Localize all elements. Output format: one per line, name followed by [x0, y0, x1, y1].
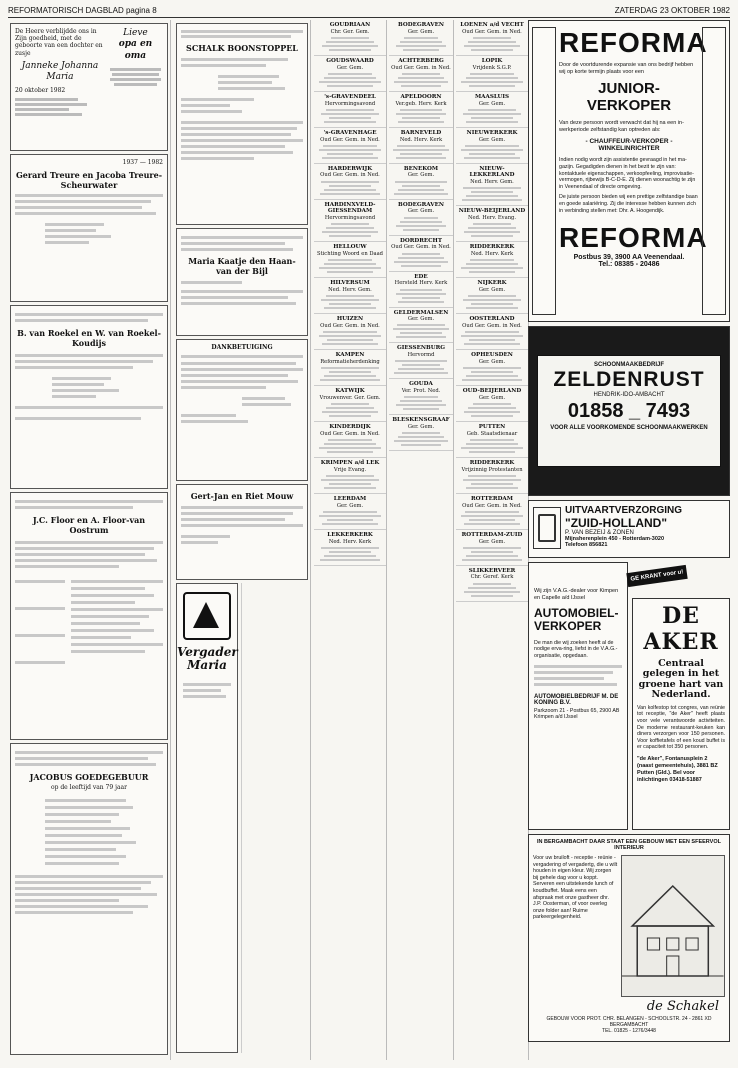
reforma-requirements: Indien nodig wordt zijn assistentie gevraagd in het ma-gazijn. Gegadigden dienen in het bezit te zijn van: kontaktuele eigenschappen, verkoopfeeling, improvisatie-vermogen, rijbewijs B-C-D-E. Zij dienen woonachtig te zijn in Veenendaal of directe omgeving. — [559, 157, 696, 190]
obituary-name: JACOBUS GOEDEGEBUUR — [29, 772, 149, 782]
church-listing — [456, 128, 528, 164]
zeldenrust-foot: VOOR ALLE VOORKOMENDE SCHOONMAAKWERKEN — [550, 425, 708, 431]
church-listing — [456, 350, 528, 386]
den-haan-name: Maria Kaatje den Haan-van der Bijl — [188, 256, 296, 276]
church-place: ACHTERBERG — [398, 57, 444, 64]
church-listing — [389, 343, 453, 379]
church-place: APELDOORN — [400, 93, 442, 100]
aker-text: Van kolfestop tot congres, van reünie tot receptie, "de Aker" heeft plaats voor vele verantwoorde activiteiten. De moderne restaurant-keuken kan diners verzorgen voor 150 personen. Voor koffietafels of een koud buffet is er capaciteit tot 350 personen. — [637, 704, 725, 751]
church-place: BENEKOM — [403, 165, 439, 172]
church-listing — [389, 164, 453, 200]
birth-notice — [10, 23, 168, 151]
ad-reforma — [528, 20, 730, 322]
church-listing — [389, 128, 453, 164]
church-listing — [456, 56, 528, 92]
col4-churches — [241, 583, 308, 1053]
zuid-holland-address: Mijnsherenplein 450 - Rotterdam-3020 — [565, 536, 665, 542]
church-place: KAMPEN — [335, 352, 365, 359]
schakel-headline: IN BERGAMBACHT DAAR STAAT EEN GEBOUW MET EEN SFEERVOL INTERIEUR — [537, 839, 721, 851]
church-place: HILVERSUM — [330, 280, 370, 287]
church-congregation: Stichting Woord en Daad — [317, 251, 383, 258]
church-congregation: Ger. Gem. — [336, 64, 364, 71]
church-listing — [314, 56, 386, 92]
birth-notice-intro: De Heere verblijdde ons in Zijn goedheid, met de geboorte van een dochter en zusje — [15, 28, 103, 57]
aker-logo: DE AKER — [643, 603, 719, 655]
schakel-building-illustration — [621, 855, 725, 997]
aker-slogan: Centraal gelegen in het groene hart van Nederland. — [638, 658, 724, 701]
schakel-logo: de Schakel — [646, 999, 719, 1014]
church-listing — [389, 379, 453, 415]
column-church-services-2 — [389, 20, 454, 1060]
church-place: ROTTERDAM-ZUID — [461, 531, 523, 538]
church-congregation: Ned. Herv. Gem. — [328, 286, 372, 293]
church-listing — [456, 422, 528, 458]
auto-text: De man die wij zoeken heeft al de nodige erva-ring, liefst in de V.A.G.-organisatie, opgedaan. — [534, 639, 618, 659]
header-left: REFORMATORISCH DAGBLAD pagina 8 — [8, 6, 157, 15]
church-congregation: Oud Ger. Gem. in Ned. — [462, 28, 522, 35]
church-congregation: Vrouwenver. Ger. Gem. — [319, 394, 381, 401]
column-church-services-1 — [314, 20, 387, 1060]
church-congregation: Oud Ger. Gem. in Ned. — [462, 322, 522, 329]
church-place: RIDDERKERK — [469, 459, 515, 466]
church-place: BLESKENSGRAAF — [392, 417, 450, 424]
schakel-footer: GEBOUW VOOR PROT. CHR. BELANGEN - SCHOOLSTR. 24 - 2861 XD BERGAMBACHT — [546, 1016, 712, 1028]
column-church-services-3 — [456, 20, 529, 1060]
vergader-row — [176, 583, 308, 1053]
notice-mouw — [176, 484, 308, 580]
church-place: GOUDA — [409, 381, 433, 388]
column-family-notices — [8, 20, 171, 1060]
church-place: HARDINXVELD-GIESSENDAM — [324, 201, 376, 215]
reforma-address: Postbus 39, 3900 AA Veenendaal. — [573, 254, 685, 262]
church-congregation: Ger. Gem. — [407, 28, 435, 35]
church-congregation: Ger. Gem. — [407, 424, 435, 431]
auto-company: AUTOMOBIELBEDRIJF M. DE KONING B.V. — [534, 694, 619, 707]
zuid-holland-title: UITVAARTVERZORGING — [565, 505, 683, 516]
obituary-boonstoppel — [176, 23, 308, 225]
church-congregation: Ger. Gem. — [336, 502, 364, 509]
church-listing — [456, 242, 528, 278]
church-place: LEKKERKERK — [327, 531, 373, 538]
church-place: NIEUW-BEIJERLAND — [458, 208, 526, 215]
church-congregation: Hersteld Herv. Kerk — [394, 280, 448, 287]
zeldenrust-sub: HENDRIK-IDO-AMBACHT — [593, 392, 665, 398]
church-listing — [389, 20, 453, 56]
reforma-phone: Tel.: 08385 - 20486 — [598, 261, 660, 269]
church-listing — [389, 56, 453, 92]
header-right: ZATERDAG 23 OKTOBER 1982 — [614, 6, 730, 15]
church-place: HUIZEN — [336, 316, 364, 323]
church-place: ROTTERDAM — [471, 495, 513, 502]
church-congregation: Ned. Herv. Kerk — [399, 136, 443, 143]
mouw-name: Gert-Jan en Riet Mouw — [190, 491, 294, 501]
church-place: HARDERWIJK — [327, 165, 373, 172]
church-place: GOUDRIAAN — [329, 22, 371, 28]
church-place: NIEUWERKERK — [466, 129, 518, 136]
anniversary-notice-floor — [10, 492, 168, 740]
zeldenrust-title: ZELDENRUST — [553, 368, 705, 391]
reforma-logo: REFORMA — [559, 27, 708, 58]
church-place: 's-GRAVENDEEL — [324, 93, 376, 100]
church-listing — [389, 236, 453, 272]
church-congregation: Ger. Gem. — [407, 172, 435, 179]
church-place: KINDERDIJK — [329, 424, 371, 431]
church-congregation: Ger. Gem. — [478, 394, 506, 401]
ad-zuid-holland — [528, 500, 730, 558]
church-place: BODEGRAVEN — [398, 22, 444, 28]
church-listing — [314, 422, 386, 458]
church-place: HELLOUW — [333, 244, 367, 251]
ad-zeldenrust — [528, 326, 730, 496]
church-listing — [456, 314, 528, 350]
zuid-holland-emblem — [533, 507, 561, 549]
church-congregation: Ned. Herv. Kerk — [470, 251, 514, 258]
notice-van-roekel-names: B. van Roekel en W. van Roekel-Koudijs — [17, 328, 161, 348]
vergader-icon — [183, 592, 231, 640]
church-congregation: Ned. Herv. Evang. — [467, 215, 517, 222]
ad-de-aker — [632, 598, 730, 830]
church-congregation: Oud Ger. Gem. in Ned. — [391, 64, 451, 71]
church-place: OOSTERLAND — [469, 316, 515, 323]
church-congregation: Vrije Evang. — [333, 466, 367, 473]
birth-notice-parents — [15, 98, 105, 116]
reforma-contact: De juiste persoon bieden wij een prettige zelfstandige baan en goede salariëring. Zij die interesse hebben kunnen zich in verbinding stellen met: Dhr. A. Hoogendijk. — [559, 194, 698, 214]
church-listing — [314, 314, 386, 350]
reforma-role: - CHAUFFEUR-VERKOPER - WINKELINRICHTER — [585, 138, 673, 153]
notice-treure-names: Gerard Treure en Jacoba Treure-Scheurwater — [15, 170, 163, 191]
opa-oma-text: opa en oma — [118, 39, 153, 61]
notice-floor-names: J.C. Floor en A. Floor-van Oostrum — [32, 515, 146, 535]
church-congregation: Ger. Gem. — [478, 358, 506, 365]
church-listing — [389, 272, 453, 308]
church-place: OUD-BEIJERLAND — [462, 388, 522, 395]
church-listing — [389, 415, 453, 451]
church-listing — [456, 278, 528, 314]
church-listing — [456, 566, 528, 602]
schakel-list: Voor uw bruiloft - receptie - reünie - vergadering of vergadertg, die u wilt houden in eigen kleur. Wij zorgen bij gehele dag voor u koppt. Serveren een uitstekende lunch of koudbuffet. Maak eens een afspraak met onze gastheer dhr. J.P. Oosterman, of voor overleg onze folder aan! Ruime parkeergelegenheid. — [533, 855, 618, 921]
church-congregation: Oud Ger. Gem. in Ned. — [320, 322, 380, 329]
lieve-text: Lieve — [123, 28, 148, 38]
church-congregation: Ned. Herv. Gem. — [470, 179, 514, 186]
auto-address: Parkzoom 21 - Postbus 65, 2900 AB Krimpen a/d IJssel — [534, 708, 620, 721]
obituary-age: op de leeftijd van 79 jaar — [50, 784, 127, 791]
krant-badge: GE KRANT voor u! — [626, 565, 687, 587]
church-place: EDE — [414, 273, 428, 280]
church-listing — [456, 20, 528, 56]
church-congregation: Ger. Gem. — [407, 208, 435, 215]
church-place: NIJKERK — [477, 280, 507, 287]
church-place: NIEUW-LEKKERLAND — [469, 165, 515, 179]
church-listing — [456, 206, 528, 242]
church-listing — [456, 458, 528, 494]
church-listing — [314, 494, 386, 530]
church-listing — [314, 458, 386, 494]
reforma-job-title: JUNIOR-VERKOPER — [586, 80, 672, 114]
church-congregation: Oud Ger. Gem. in Ned. — [320, 172, 380, 179]
anniversary-notice-van-roekel — [10, 305, 168, 489]
church-listing — [314, 530, 386, 566]
church-listing — [314, 92, 386, 128]
church-congregation: Hervormingsavond — [324, 215, 376, 222]
thanks-notice — [176, 339, 308, 481]
reforma-intro: Door de voortdurende expansie van ons bedrijf hebben wij op korte termijn plaats voor een — [559, 62, 694, 75]
church-listing — [389, 92, 453, 128]
church-congregation: Hervormingsavond — [324, 100, 376, 107]
church-place: RIDDERKERK — [469, 244, 515, 251]
church-listing — [314, 20, 386, 56]
vergader-title: Vergader Maria — [177, 645, 238, 672]
church-congregation: Oud Ger. Gem. in Ned. — [462, 502, 522, 509]
church-place: GIESSENBURG — [396, 345, 446, 352]
church-congregation: Ger. Gem. — [478, 100, 506, 107]
church-congregation: Ger. Gem. — [478, 136, 506, 143]
ad-border-ornament-left — [532, 27, 556, 315]
church-congregation: Hervormd — [407, 352, 435, 359]
church-congregation: Vrijzinnig Protestanten — [461, 466, 523, 473]
zuid-holland-phone: Telefoon 856821 — [565, 542, 608, 548]
boonstoppel-name: SCHALK BOONSTOPPEL — [186, 43, 298, 53]
church-congregation: Ger. Gem. — [478, 538, 506, 545]
zuid-holland-name: "ZUID-HOLLAND" — [565, 516, 668, 530]
ad-de-schakel — [528, 834, 730, 1042]
church-listing — [314, 242, 386, 278]
church-congregation: Ver. Prot. Ned. — [401, 388, 441, 395]
birth-notice-name: Janneke Johanna Maria — [21, 60, 99, 82]
dankbetuiging-title: DANKBETUIGING — [211, 344, 273, 351]
vergader-logo-box — [176, 583, 238, 1053]
church-listing — [456, 494, 528, 530]
notice-years: 1937 — 1982 — [122, 159, 163, 166]
church-listing — [314, 278, 386, 314]
church-congregation: Ned. Herv. Kerk — [328, 538, 372, 545]
church-listing — [314, 128, 386, 164]
church-congregation: Ger. Gem. — [478, 286, 506, 293]
church-place: PUTTEN — [478, 424, 506, 431]
obituary-den-haan — [176, 228, 308, 336]
church-congregation: Geb. Staatsdienaar — [466, 430, 518, 437]
church-listing — [456, 164, 528, 207]
church-place: DORDRECHT — [399, 237, 443, 244]
church-place: LEERDAM — [333, 495, 367, 502]
church-congregation: Vrijdenk S.G.P. — [472, 64, 512, 71]
church-place: KATWIJK — [335, 388, 365, 395]
anniversary-notice-treure — [10, 154, 168, 302]
ad-border-ornament-right — [702, 27, 726, 315]
reforma-logo-2: REFORMA — [559, 222, 708, 254]
church-place: 's-GRAVENHAGE — [323, 129, 377, 136]
church-listing — [389, 200, 453, 236]
church-listing — [456, 92, 528, 128]
church-listing — [314, 200, 386, 243]
reforma-text: Van deze persoon wordt verwacht dat hij na een in-werkperiode zelfstandig kan optreden als: — [559, 120, 684, 133]
church-place: SLIKKERVEER — [468, 567, 516, 574]
birth-notice-date: 20 oktober 1982 — [15, 87, 66, 95]
church-congregation: Chr. Ger. Gem. — [330, 28, 370, 35]
church-congregation: Ver.geb. Herv. Kerk — [395, 100, 447, 107]
church-place: GELDERMALSEN — [393, 309, 449, 316]
church-listing — [389, 308, 453, 344]
church-place: OPHEUSDEN — [471, 352, 513, 359]
church-place: BARNEVELD — [400, 129, 442, 136]
church-congregation: Ger. Gem. — [407, 316, 435, 323]
church-place: KRIMPEN a/d LEK — [320, 459, 380, 466]
schakel-phone: TEL. 01825 - 1276/3448 — [602, 1028, 656, 1034]
church-place: MAASLUIS — [474, 93, 510, 100]
zeldenrust-head: SCHOONMAAKBEDRIJF — [593, 362, 664, 368]
auto-intro: Wij zijn V.A.G.-dealer voor Kimpen en Capelle a/d IJssel — [534, 588, 619, 601]
church-listing — [314, 386, 386, 422]
church-listing — [314, 164, 386, 200]
obituary-goedegebuur — [10, 743, 168, 1055]
church-listing — [456, 386, 528, 422]
church-place: GOUDSWAARD — [326, 57, 374, 64]
auto-title: AUTOMOBIEL-VERKOPER — [534, 606, 619, 634]
church-congregation: Oud Ger. Gem. in Ned. — [320, 136, 380, 143]
church-place: LOPIK — [481, 57, 503, 64]
church-congregation: Oud Ger. Gem. in Ned. — [391, 244, 451, 251]
church-place: LOENEN a/d VECHT — [460, 22, 524, 28]
church-place: BODEGRAVEN — [398, 201, 444, 208]
church-congregation: Chr. Geref. Kerk — [470, 574, 514, 581]
aker-footer: "de Aker", Fontanusplein 2 (naast gemeentehuis), 3881 BZ Putten (Gld.). Bel voor inlichtingen 03418-51887 — [637, 756, 718, 783]
church-listing — [314, 350, 386, 386]
zeldenrust-phone: 01858 _ 7493 — [567, 400, 691, 422]
church-congregation: Oud Ger. Gem. in Ned. — [320, 430, 380, 437]
church-listing — [456, 530, 528, 566]
zuid-holland-sub: P. VAN BEZEIJ & ZONEN — [565, 530, 634, 536]
column-notices-2 — [174, 20, 311, 1060]
page-header — [8, 4, 730, 18]
church-congregation: Reformatieherdenking — [320, 358, 380, 365]
